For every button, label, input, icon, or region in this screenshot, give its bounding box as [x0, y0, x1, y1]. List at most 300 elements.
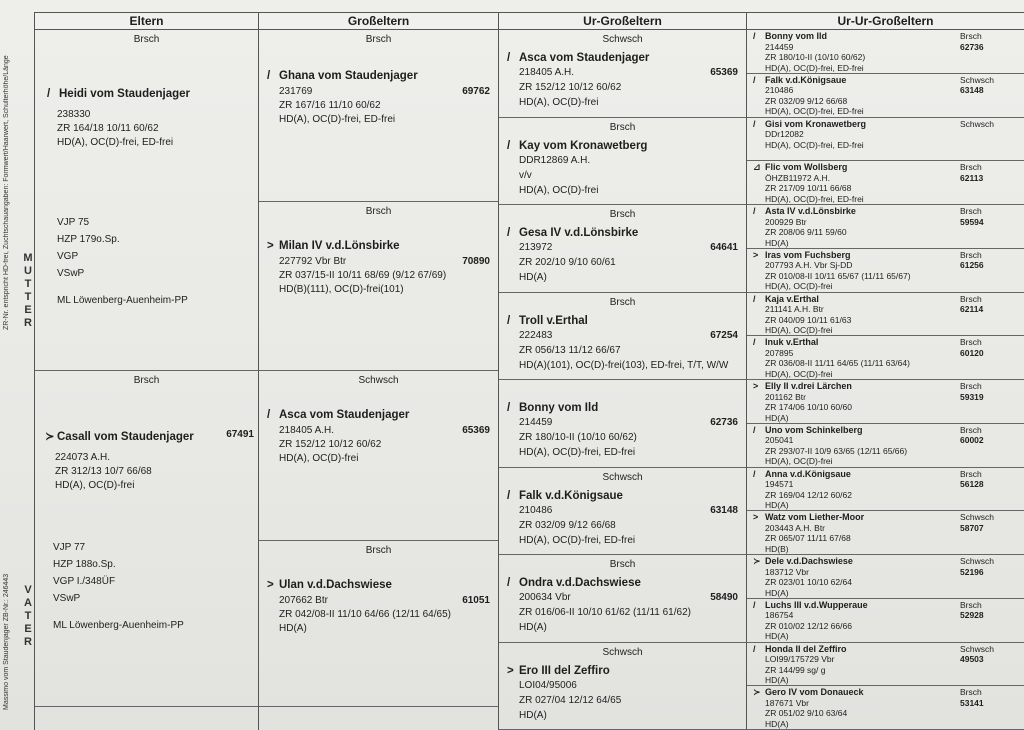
lineage-icon: /: [753, 31, 756, 41]
ur-grosseltern-num: 62736: [710, 417, 738, 428]
ur-ur-grosseltern-head: [753, 687, 1016, 698]
ur-grosseltern-zr: ZR 202/10 9/10 60/61: [519, 257, 616, 268]
ur-grosseltern-reg: 200634 Vbr: [519, 592, 571, 603]
ur-ur-grosseltern-details: [753, 348, 1016, 380]
ur-ur-grosseltern-color: Brsch: [960, 381, 982, 391]
grosseltern-name-text: Asca vom Staudenjager: [279, 409, 410, 421]
ur-ur-grosseltern-cell: [747, 555, 1024, 599]
ur-ur-grosseltern-entry: [753, 556, 1016, 598]
ur-ur-grosseltern-zr: ZR 010/08-II 10/11 65/67 (11/11 65/67): [765, 270, 911, 281]
father-color: Brsch: [133, 375, 160, 386]
ur-ur-grosseltern-entry: [753, 687, 1016, 729]
ur-grosseltern-reg-row: [519, 240, 738, 255]
ur-ur-grosseltern-reg: 211141 A.H. Btr: [765, 304, 824, 314]
ur-grosseltern-reg-row: [519, 503, 738, 518]
ur-grosseltern-reg-row: [519, 153, 738, 168]
lineage-icon: >: [267, 240, 274, 252]
ur-ur-grosseltern-head: [753, 425, 1016, 436]
lineage-icon: >: [753, 381, 759, 391]
ur-ur-grosseltern-name-text: Gisi vom Kronawetberg: [765, 118, 867, 129]
ur-ur-grosseltern-hd: HD(A), OC(D)-frei: [765, 368, 833, 379]
lineage-icon: >: [507, 664, 514, 677]
mutter-label: [22, 252, 34, 330]
ur-ur-grosseltern-num: 60120: [960, 347, 984, 358]
side-letter: M: [23, 252, 33, 264]
ur-grosseltern-details: [507, 240, 738, 285]
grosseltern-reg-row: [279, 85, 490, 99]
ur-ur-grosseltern-hd: HD(A): [765, 500, 789, 510]
ur-ur-grosseltern-name-text: Iras vom Fuchsberg: [765, 249, 851, 260]
ur-ur-grosseltern-color: Brsch: [960, 468, 982, 479]
lineage-icon: /: [753, 74, 756, 85]
father-name: ≻ Casall vom Staudenjager 67491: [45, 429, 254, 443]
ur-ur-grosseltern-reg-row: [765, 304, 1016, 315]
ur-grosseltern-details: [507, 65, 738, 110]
lineage-icon: /: [753, 643, 756, 654]
lineage-icon: /: [267, 70, 271, 82]
ur-ur-grosseltern-color: Brsch: [960, 162, 982, 173]
lineage-icon: /: [267, 409, 271, 421]
ur-ur-grosseltern-cell: [747, 293, 1024, 337]
ur-ur-grosseltern-entry: [753, 337, 1016, 379]
grosseltern-name-text: Ulan v.d.Dachswiese: [279, 579, 392, 591]
ur-ur-grosseltern-name-text: Anna v.d.Königsaue: [765, 468, 851, 479]
ur-ur-grosseltern-reg: 214459: [765, 41, 794, 52]
ur-ur-grosseltern-name: [753, 206, 856, 217]
ur-ur-grosseltern-hd: HD(A), OC(D)-frei, ED-frei: [765, 139, 864, 150]
ur-ur-grosseltern-details: [753, 698, 1016, 730]
side-letter: V: [24, 584, 32, 596]
ur-ur-grosseltern-entry: [753, 600, 1016, 642]
ur-ur-grosseltern-name: [753, 294, 819, 305]
ur-grosseltern-color: Schwsch: [602, 34, 643, 45]
ur-grosseltern-zr: v/v: [519, 169, 532, 181]
lineage-icon: /: [507, 402, 511, 414]
ur-ur-grosseltern-name: [753, 469, 851, 480]
ur-grosseltern-color: Schwsch: [602, 646, 643, 658]
ur-grosseltern-zr: ZR 056/13 11/12 66/67: [519, 344, 621, 356]
ur-grosseltern-name: [507, 665, 738, 677]
grosseltern-name: [267, 579, 490, 591]
ur-ur-grosseltern-hd: HD(A): [765, 718, 789, 729]
ur-ur-grosseltern-name: [753, 31, 827, 42]
ur-ur-grosseltern-details: [753, 304, 1016, 336]
ur-grosseltern-name-text: Kay vom Kronawetberg: [519, 139, 648, 152]
ur-ur-grosseltern-color: Brsch: [960, 687, 982, 698]
ur-ur-grosseltern-name: [753, 687, 864, 698]
grosseltern-name-text: Ghana vom Staudenjager: [279, 70, 418, 82]
mother-hd: HD(A), OC(D)-frei, ED-frei: [57, 137, 174, 148]
mother-color: Brsch: [133, 34, 160, 45]
ur-ur-grosseltern-cell: [747, 30, 1024, 74]
ur-ur-grosseltern-head: [753, 512, 1016, 523]
ur-ur-grosseltern-entry: [753, 294, 1016, 336]
ur-grosseltern-reg: DDR12869 A.H.: [519, 154, 591, 166]
ur-ur-grosseltern-color: Brsch: [960, 424, 982, 435]
ur-grosseltern-name-text: Ondra v.d.Dachswiese: [519, 577, 641, 589]
ur-ur-grosseltern-reg-row: [765, 654, 1016, 665]
ur-ur-grosseltern-head: [753, 337, 1016, 348]
ur-grosseltern-reg: 214459: [519, 417, 553, 428]
grosseltern-cell: [259, 371, 498, 541]
ur-ur-grosseltern-color: Schwsch: [960, 118, 995, 129]
side-letter: T: [24, 291, 32, 303]
ur-ur-grosseltern-details: [753, 435, 1016, 467]
ur-ur-grosseltern-reg-row: [765, 173, 1016, 184]
ur-ur-grosseltern-color: Schwsch: [960, 556, 995, 566]
grosseltern-color: Brsch: [365, 206, 392, 217]
ur-ur-grosseltern-cell: [747, 161, 1024, 205]
ur-ur-grosseltern-num: 62114: [960, 304, 984, 314]
grosseltern-reg-row: [279, 424, 490, 438]
ur-ur-grosseltern-head: [753, 75, 1016, 86]
ur-ur-grosseltern-details: [753, 610, 1016, 642]
grosseltern-name: [267, 240, 490, 252]
lineage-icon: /: [507, 52, 511, 64]
ur-grosseltern-hd: HD(A): [519, 622, 547, 633]
ur-ur-grosseltern-color: Brsch: [960, 337, 982, 348]
father-reg: 224073 A.H.: [55, 452, 111, 463]
ur-ur-grosseltern-entry: [753, 469, 1016, 511]
ur-grosseltern-name: [507, 402, 738, 414]
lineage-icon: /: [753, 293, 756, 304]
grosseltern-details: [267, 255, 490, 297]
ur-grosseltern-reg: 213972: [519, 242, 553, 253]
ur-ur-grosseltern-hd: HD(A): [765, 412, 789, 423]
ur-grosseltern-color: Brsch: [609, 559, 636, 570]
ur-ur-grosseltern-name-text: Luchs III v.d.Wupperaue: [765, 599, 868, 610]
grosseltern-color: Brsch: [365, 34, 392, 45]
ur-ur-grosseltern-reg: 210486: [765, 85, 794, 96]
side-letter: R: [24, 317, 32, 329]
ur-ur-grosseltern-color: Schwsch: [960, 512, 995, 523]
ur-grosseltern-hd: HD(A), OC(D)-frei, ED-frei: [519, 447, 636, 458]
ur-grosseltern-cell: [499, 293, 746, 381]
ur-grosseltern-entry: [507, 402, 738, 460]
ur-ur-grosseltern-head: [753, 162, 1016, 173]
grosseltern-reg: 227792 Vbr Btr: [279, 256, 347, 267]
grosseltern-name: [267, 70, 490, 82]
ur-ur-grosseltern-name: [753, 337, 818, 348]
ur-ur-grosseltern-hd: HD(A), OC(D)-frei: [765, 456, 833, 467]
ur-grosseltern-name-text: Falk v.d.Königsaue: [519, 489, 623, 502]
ur-ur-grosseltern-name: [753, 425, 863, 436]
ur-grosseltern-num: 58490: [710, 592, 738, 603]
grosseltern-hd: HD(B)(111), OC(D)-frei(101): [279, 284, 404, 295]
lineage-icon: /: [507, 227, 511, 239]
ur-grosseltern-hd: HD(A): [519, 272, 547, 283]
grosseltern-hd: HD(A), OC(D)-frei, ED-frei: [279, 114, 396, 125]
ur-ur-grosseltern-name: [753, 381, 852, 392]
ur-ur-grosseltern-reg-row: [765, 392, 1016, 403]
lineage-icon: /: [753, 118, 756, 129]
ur-grosseltern-zr: ZR 032/09 9/12 66/68: [519, 519, 616, 531]
ur-grosseltern-name: [507, 577, 738, 589]
ur-ur-grosseltern-name: [753, 644, 847, 655]
ur-ur-grosseltern-entry: [753, 206, 1016, 248]
lineage-icon: ≻: [753, 556, 761, 566]
grosseltern-zr: ZR 042/08-II 11/10 64/66 (12/11 64/65): [279, 609, 451, 620]
ur-ur-grosseltern-zr: ZR 065/07 11/11 67/68: [765, 533, 851, 544]
grosseltern-num: 70890: [462, 256, 490, 267]
grosseltern-num: 61051: [462, 595, 490, 606]
ur-ur-grosseltern-reg: 194571: [765, 479, 794, 489]
ur-ur-grosseltern-details: [753, 217, 1016, 249]
ur-grosseltern-entry: [507, 315, 738, 373]
ur-ur-grosseltern-reg: 200929 Btr: [765, 216, 807, 227]
ur-ur-grosseltern-zr: ZR 293/07-II 10/9 63/65 (12/11 65/66): [765, 445, 908, 456]
ur-ur-grosseltern-num: 63148: [960, 85, 984, 96]
ur-grosseltern-name-text: Bonny vom Ild: [519, 402, 599, 414]
ur-grosseltern-reg-row: [519, 590, 738, 605]
ur-ur-grosseltern-entry: [753, 381, 1016, 423]
ur-grosseltern-hd: HD(A), OC(D)-frei: [519, 184, 599, 196]
lineage-icon: >: [267, 579, 274, 591]
lineage-icon: /: [507, 139, 511, 152]
ur-ur-grosseltern-num: 52928: [960, 610, 984, 621]
ur-ur-grosseltern-zr: ZR 036/08-II 11/11 64/65 (11/11 63/64): [765, 358, 910, 369]
ur-grosseltern-num: 63148: [710, 504, 738, 516]
grosseltern-reg: 218405 A.H.: [279, 425, 335, 436]
ur-ur-grosseltern-head: [753, 119, 1016, 130]
ur-grosseltern-color: Brsch: [609, 296, 636, 308]
ur-grosseltern-entry: [507, 577, 738, 635]
ur-ur-grosseltern-details: [753, 479, 1016, 511]
grosseltern-reg-row: [279, 594, 490, 608]
ur-ur-grosseltern-hd: HD(A), OC(D)-frei: [765, 325, 833, 335]
header-eltern: Eltern: [35, 12, 258, 30]
ur-ur-grosseltern-reg: 186754: [765, 610, 794, 621]
ur-ur-grosseltern-entry: [753, 250, 1016, 292]
ur-ur-grosseltern-reg-row: [765, 260, 1016, 271]
mother-titles: VJP 75 HZP 179o.Sp. VGP VSwP ML Löwenberg-Auenheim-PP: [57, 217, 188, 306]
ur-grosseltern-details: [507, 590, 738, 635]
ur-ur-grosseltern-entry: [753, 162, 1016, 204]
side-letter: E: [24, 304, 32, 316]
ur-ur-grosseltern-reg: 183712 Vbr: [765, 566, 809, 577]
ur-ur-grosseltern-name-text: Gero IV vom Donaueck: [765, 687, 864, 698]
ur-ur-grosseltern-color: Brsch: [960, 31, 982, 41]
ur-grosseltern-entry: [507, 227, 738, 285]
ur-ur-grosseltern-color: Brsch: [960, 293, 982, 304]
ur-grosseltern-hd: HD(A): [519, 709, 547, 721]
ur-ur-grosseltern-details: [753, 523, 1016, 555]
ur-ur-grosseltern-hd: HD(A): [765, 631, 789, 642]
ur-ur-grosseltern-num: 62736: [960, 41, 984, 52]
ur-grosseltern-zr: ZR 152/12 10/12 60/62: [519, 82, 622, 93]
ur-ur-grosseltern-cell: [747, 468, 1024, 512]
side-note-bottom: Massimo vom Staudenjager ZB-Nr.: 246443: [3, 573, 10, 710]
ur-ur-grosseltern-hd: HD(B): [765, 543, 789, 554]
lineage-icon: /: [753, 599, 756, 610]
lineage-icon: >: [753, 512, 759, 523]
ur-ur-grosseltern-name: [753, 512, 864, 523]
ur-ur-grosseltern-head: [753, 31, 1016, 42]
ur-ur-grosseltern-reg-row: [765, 217, 1016, 228]
ur-grosseltern-zr: ZR 180/10-II (10/10 60/62): [519, 432, 637, 443]
mother-ml: ML Löwenberg-Auenheim-PP: [57, 295, 188, 306]
grosseltern-entry: [267, 579, 490, 636]
ur-ur-grosseltern-cell: [747, 424, 1024, 468]
ur-ur-grosseltern-cell: [747, 74, 1024, 118]
ur-ur-grosseltern-head: [753, 294, 1016, 305]
ur-ur-grosseltern-details: [753, 260, 1016, 292]
ur-ur-grosseltern-name: [753, 162, 847, 173]
ur-grosseltern-name: [507, 140, 738, 152]
mother-name: / Heidi vom Staudenjager: [47, 88, 191, 100]
ur-ur-grosseltern-head: [753, 250, 1016, 261]
ur-ur-grosseltern-zr: ZR 208/06 9/11 59/60: [765, 227, 847, 237]
ur-grosseltern-color: Schwsch: [602, 471, 643, 483]
header-ur-ur-grosseltern: Ur-Ur-Großeltern: [747, 12, 1024, 30]
ur-ur-grosseltern-zr: ZR 051/02 9/10 63/64: [765, 708, 848, 719]
lineage-icon: /: [753, 424, 756, 435]
ur-ur-grosseltern-details: [753, 392, 1016, 424]
column-eltern: [34, 12, 258, 730]
ur-ur-grosseltern-num: 53141: [960, 697, 984, 708]
ur-ur-grosseltern-cell: [747, 643, 1024, 687]
ur-grosseltern-name-text: Ero III del Zeffiro: [519, 664, 610, 677]
ur-grosseltern-color: Brsch: [609, 209, 636, 220]
ur-grosseltern-cell: [499, 643, 746, 730]
ur-ur-grosseltern-zr: ZR 144/99 sg/ g: [765, 664, 826, 675]
ur-ur-grosseltern-reg-row: [765, 129, 1016, 140]
side-letter: E: [24, 623, 32, 635]
grosseltern-num: 65369: [462, 425, 490, 436]
grosseltern-name: [267, 409, 490, 421]
ur-ur-grosseltern-name-text: Flic vom Wollsberg: [765, 162, 848, 173]
ur-ur-grosseltern-name: [753, 250, 851, 261]
lineage-icon: ≻: [753, 687, 761, 698]
grosseltern-color: Schwsch: [358, 375, 399, 386]
ur-ur-grosseltern-zr: ZR 010/02 12/12 66/66: [765, 620, 852, 631]
ur-grosseltern-reg-row: [519, 415, 738, 430]
ur-ur-grosseltern-name-text: Kaja v.Erthal: [765, 293, 819, 304]
ur-ur-grosseltern-reg-row: [765, 85, 1016, 96]
lineage-icon: /: [753, 468, 756, 479]
ur-ur-grosseltern-hd: HD(A), OC(D)-frei: [765, 281, 833, 292]
ur-grosseltern-zr: ZR 027/04 12/12 64/65: [519, 694, 622, 706]
grosseltern-name-text: Milan IV v.d.Lönsbirke: [279, 240, 400, 252]
ur-ur-grosseltern-head: [753, 469, 1016, 480]
ur-ur-grosseltern-zr: ZR 180/10-II (10/10 60/62): [765, 52, 866, 62]
ur-grosseltern-reg-row: [519, 65, 738, 80]
father-ml: ML Löwenberg-Auenheim-PP: [53, 620, 184, 631]
ur-ur-grosseltern-num: 58707: [960, 522, 984, 533]
ur-grosseltern-name-text: Gesa IV v.d.Lönsbirke: [519, 227, 639, 239]
ur-ur-grosseltern-color: Brsch: [960, 206, 982, 216]
ur-ur-grosseltern-entry: [753, 119, 1016, 151]
ur-ur-grosseltern-zr: ZR 217/09 10/11 66/68: [765, 183, 852, 194]
grosseltern-details: [267, 424, 490, 466]
ur-ur-grosseltern-color: Schwsch: [960, 74, 995, 85]
side-note-top: ZR-Nr. entspricht HD-frei, Zuchtschauangaben: Formwert/Haarwert, Schulterhöhe/Länge: [3, 55, 10, 330]
column-ur-grosseltern: [498, 12, 746, 730]
father-titles: VJP 77 HZP 188o.Sp. VGP I./348ÜF VSwP ML Löwenberg-Auenheim-PP: [53, 542, 184, 631]
side-letter: T: [24, 278, 32, 290]
lineage-icon: /: [753, 206, 756, 216]
ur-grosseltern-cell: [499, 468, 746, 556]
ur-ur-grosseltern-hd: HD(A), OC(D)-frei, ED-frei: [765, 106, 864, 117]
ur-ur-grosseltern-reg: 203443 A.H. Btr: [765, 522, 826, 533]
grosseltern-cell: [259, 541, 498, 707]
grosseltern-zr: ZR 152/12 10/12 60/62: [279, 439, 382, 450]
ur-ur-grosseltern-details: [753, 654, 1016, 686]
ur-ur-grosseltern-num: 52196: [960, 566, 984, 577]
ur-grosseltern-name: [507, 490, 738, 502]
ur-ur-grosseltern-reg-row: [765, 42, 1016, 53]
ur-grosseltern-reg: 218405 A.H.: [519, 67, 575, 78]
ur-ur-grosseltern-cell: [747, 511, 1024, 555]
ur-ur-grosseltern-reg-row: [765, 435, 1016, 446]
ur-ur-grosseltern-reg: LOI99/175729 Vbr: [765, 654, 835, 664]
ur-ur-grosseltern-num: 59594: [960, 216, 984, 227]
ur-ur-grosseltern-head: [753, 644, 1016, 655]
ur-ur-grosseltern-num: [960, 129, 1016, 140]
ur-ur-grosseltern-entry: [753, 644, 1016, 686]
ur-ur-grosseltern-hd: HD(A): [765, 675, 789, 685]
grosseltern-reg-row: [279, 255, 490, 269]
ur-grosseltern-reg: LOI04/95006: [519, 679, 577, 691]
father-hd: HD(A), OC(D)-frei: [55, 480, 135, 491]
ur-ur-grosseltern-cell: [747, 686, 1024, 730]
ur-ur-grosseltern-zr: ZR 174/06 10/10 60/60: [765, 402, 852, 412]
ur-grosseltern-zr: ZR 016/06-II 10/10 61/62 (11/11 61/62): [519, 607, 691, 618]
header-ur-grosseltern: Ur-Großeltern: [499, 12, 746, 30]
ur-ur-grosseltern-head: [753, 206, 1016, 217]
ur-grosseltern-num: 64641: [710, 242, 738, 253]
ur-grosseltern-reg: 222483: [519, 329, 553, 341]
ur-ur-grosseltern-entry: [753, 425, 1016, 467]
ur-grosseltern-reg-row: [519, 678, 738, 693]
ur-ur-grosseltern-cell: [747, 336, 1024, 380]
ur-ur-grosseltern-reg: ÖHZB11972 A.H.: [765, 172, 831, 183]
ur-ur-grosseltern-name: [753, 600, 868, 611]
ur-grosseltern-entry: [507, 52, 738, 110]
ur-grosseltern-cell: [499, 380, 746, 468]
side-letter: U: [24, 265, 32, 277]
ur-ur-grosseltern-color: Brsch: [960, 249, 982, 260]
grosseltern-reg: 207662 Btr: [279, 595, 328, 606]
ur-ur-grosseltern-reg-row: [765, 698, 1016, 709]
ur-ur-grosseltern-name: [753, 556, 853, 567]
ur-ur-grosseltern-hd: HD(A), OC(D)-frei, ED-frei: [765, 193, 864, 204]
ur-ur-grosseltern-num: 59319: [960, 391, 984, 402]
ur-grosseltern-num: 67254: [710, 329, 738, 341]
ur-ur-grosseltern-cell: [747, 118, 1024, 162]
ur-ur-grosseltern-head: [753, 556, 1016, 567]
ur-grosseltern-entry: [507, 665, 738, 723]
ur-ur-grosseltern-reg: 207793 A.H. Vbr Sj-DD: [765, 260, 853, 271]
ur-ur-grosseltern-reg-row: [765, 610, 1016, 621]
ur-ur-grosseltern-zr: ZR 023/01 10/10 62/64: [765, 577, 852, 587]
ur-ur-grosseltern-name: [753, 75, 846, 86]
ur-grosseltern-details: [507, 153, 738, 198]
ur-grosseltern-reg-row: [519, 328, 738, 343]
ur-ur-grosseltern-name-text: Honda II del Zeffiro: [765, 643, 847, 654]
side-letter: R: [24, 636, 32, 648]
column-ur-ur-grosseltern: [746, 12, 1024, 730]
ur-ur-grosseltern-reg: 205041: [765, 435, 794, 446]
ur-grosseltern-hd: HD(A), OC(D)-frei: [519, 97, 599, 108]
father-zr: ZR 312/13 10/7 66/68: [55, 466, 152, 477]
side-letter: A: [24, 597, 32, 609]
ur-ur-grosseltern-head: [753, 381, 1016, 392]
lineage-icon: ⊿: [753, 162, 761, 173]
ur-ur-grosseltern-entry: [753, 75, 1016, 117]
ur-grosseltern-hd: HD(A), OC(D)-frei, ED-frei: [519, 534, 636, 546]
father-cell: [35, 371, 258, 707]
